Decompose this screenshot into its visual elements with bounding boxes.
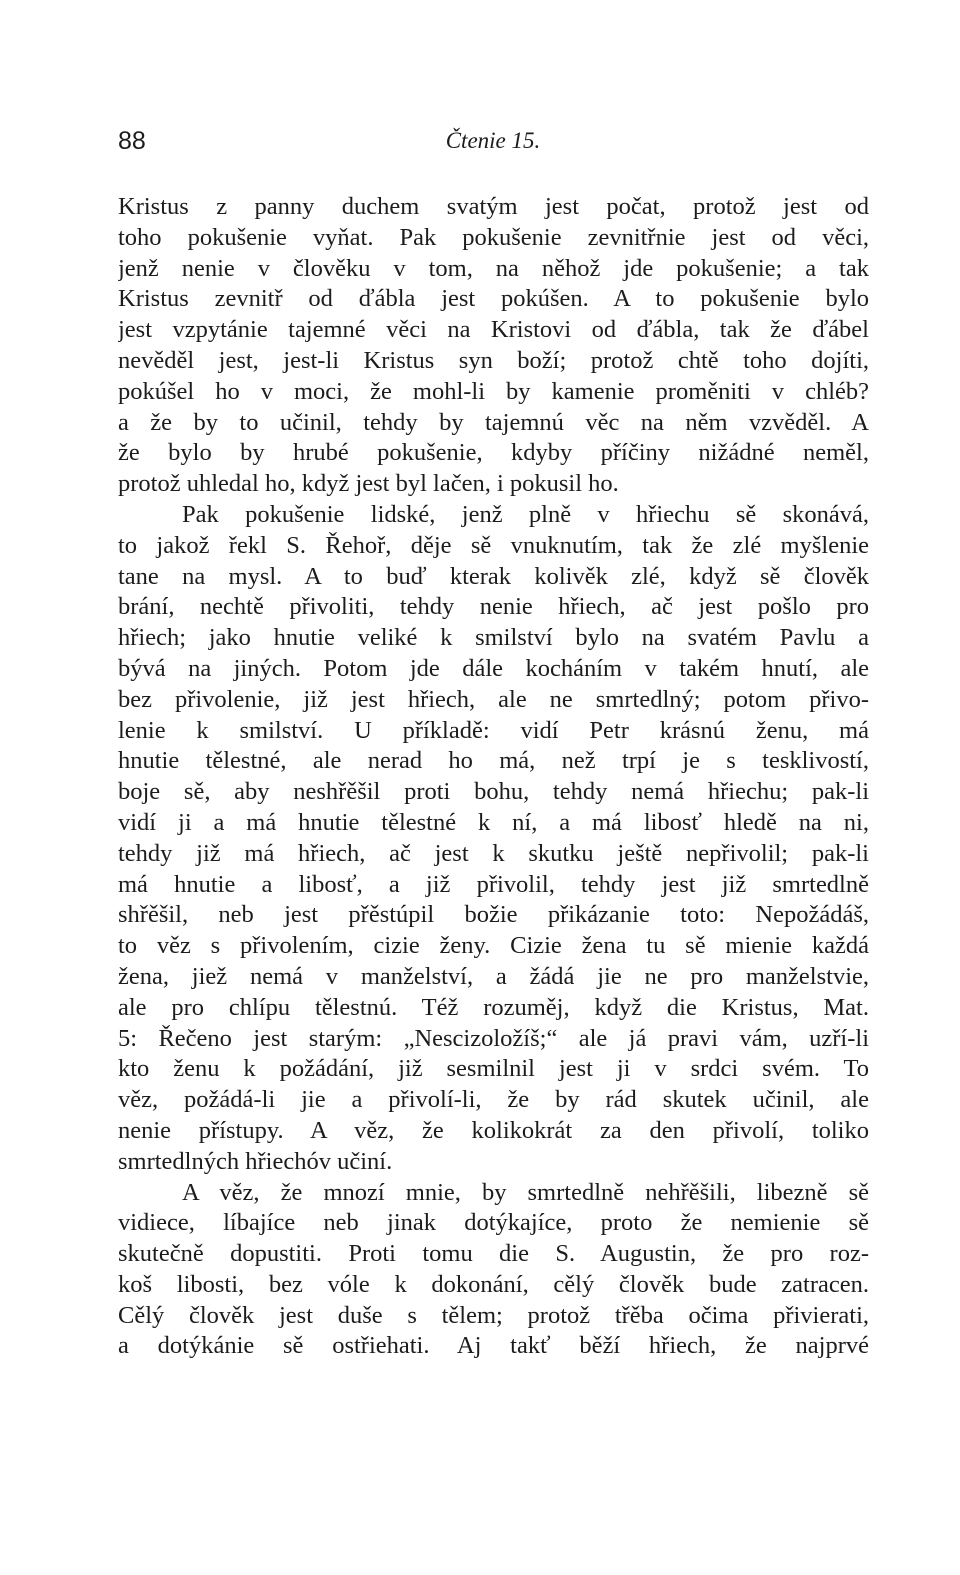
text-line: bez přivolenie, již jest hřiech, ale ne smrtedlný; potom přivo- xyxy=(118,685,869,713)
text-line: lenie k smilství. U příkladě: vidí Petr krásnú ženu, má xyxy=(118,716,869,744)
text-line: Cělý člověk jest duše s tělem; protož třěba očima přivierati, xyxy=(118,1301,869,1329)
text-line: Kristus z panny duchem svatým jest počat, protož jest od xyxy=(118,193,869,220)
text-line: to jakož řekl S. Řehoř, děje sě vnuknutím, tak že zlé myšlenie xyxy=(118,531,869,559)
text-line: věz, požádá-li jie a přivolí-li, že by rád skutek učinil, ale xyxy=(118,1086,869,1114)
text-line: bývá na jiných. Potom jde dále kocháním v takém hnutí, ale xyxy=(118,654,869,682)
text-line: tehdy již má hřiech, ač jest k skutku ještě nepřivolil; pak-li xyxy=(118,839,869,867)
text-line: nevěděl jest, jest-li Kristus syn boží; protož chtě toho dojíti, xyxy=(118,346,869,374)
running-head: Čtenie 15. xyxy=(445,128,541,153)
text-line: hnutie tělestné, ale nerad ho má, než trpí je s tesklivostí, xyxy=(118,747,869,775)
text-line: Kristus zevnitř od ďábla jest pokúšen. A to pokušenie bylo xyxy=(118,285,869,313)
text-line: koš libosti, bez vóle k dokonání, cělý člověk bude zatracen. xyxy=(118,1270,869,1298)
text-line: vidiece, líbajíce neb jinak dotýkajíce, proto že nemienie sě xyxy=(118,1209,869,1237)
text-line: Pak pokušenie lidské, jenž plně v hřiechu sě skonává, xyxy=(182,500,869,528)
text-line: jest vzpytánie tajemné věci na Kristovi od ďábla, tak že ďábel xyxy=(118,316,869,344)
text-line: protož uhledal ho, když jest byl lačen, i pokusil ho. xyxy=(118,470,619,498)
text-line: hřiech; jako hnutie veliké k smilství bylo na svatém Pavlu a xyxy=(118,624,869,652)
text-line: jenž nenie v člověku v tom, na něhož jde pokušenie; a tak xyxy=(118,254,869,282)
page-header xyxy=(118,126,868,166)
text-line: pokúšel ho v moci, že mohl-li by kamenie proměniti v chléb? xyxy=(118,377,869,405)
text-line: kto ženu k požádání, již sesmilnil jest ji v srdci svém. To xyxy=(118,1055,869,1083)
text-line: brání, nechtě přivoliti, tehdy nenie hřiech, ač jest pošlo pro xyxy=(118,593,869,621)
body-text xyxy=(118,192,869,1362)
text-line: tane na mysl. A to buď kterak kolivěk zlé, když sě člověk xyxy=(118,562,869,590)
text-line: že bylo by hrubé pokušenie, kdyby příčiny nižádné neměl, xyxy=(118,439,869,467)
text-line: skutečně dopustiti. Proti tomu die S. Augustin, že pro roz- xyxy=(118,1240,869,1268)
text-line: toho pokušenie vyňat. Pak pokušenie zevnitřnie jest od věci, xyxy=(118,223,869,251)
text-line: má hnutie a libosť, a již přivolil, tehdy jest již smrtedlně xyxy=(118,870,869,898)
text-line: boje sě, aby neshřěšil proti bohu, tehdy nemá hřiechu; pak-li xyxy=(118,778,869,806)
text-line: a dotýkánie sě ostřiehati. Aj takť běží hřiech, že najprvé xyxy=(118,1332,869,1360)
page-number: 88 xyxy=(118,127,146,155)
text-line: vidí ji a má hnutie tělestné k ní, a má libosť hledě na ni, xyxy=(118,808,869,836)
text-line: ale pro chlípu tělestnú. Též rozuměj, když die Kristus, Mat. xyxy=(118,993,869,1021)
text-line: žena, jiež nemá v manželství, a žádá jie ne pro manželstvie, xyxy=(118,962,869,990)
text-line: nenie přístupy. A věz, že kolikokrát za den přivolí, toliko xyxy=(118,1116,869,1144)
text-line: smrtedlných hřiechóv učiní. xyxy=(118,1147,393,1175)
text-line: to věz s přivolením, cizie ženy. Cizie žena tu sě mienie každá xyxy=(118,932,869,960)
text-line: a že by to učinil, tehdy by tajemnú věc na něm vzvěděl. A xyxy=(118,408,869,436)
text-line: A věz, že mnozí mnie, by smrtedlně nehřěšili, libezně sě xyxy=(182,1178,869,1206)
text-line: 5: Řečeno jest starým: „Nescizoložíš;“ ale já pravi vám, uzří-li xyxy=(118,1024,869,1052)
text-line: shřěšil, neb jest přěstúpil božie přikázanie toto: Nepožádáš, xyxy=(118,901,869,929)
